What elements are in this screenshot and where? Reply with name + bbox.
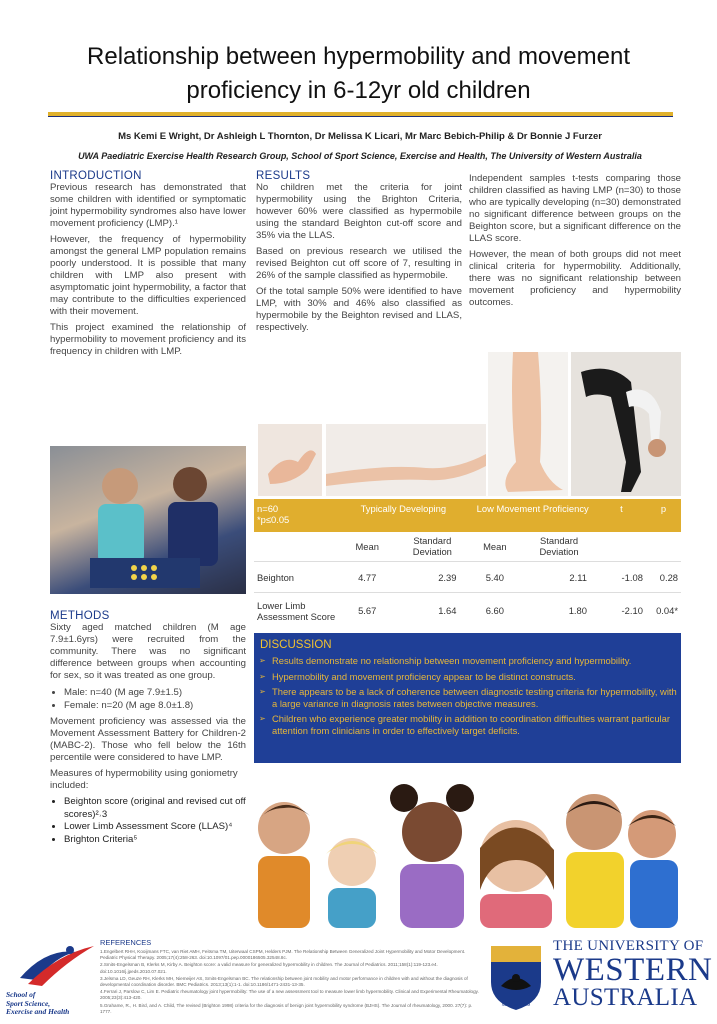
school-logo-text [6,991,102,1017]
forward-bend-photo [571,352,681,496]
cell-p: 0.28 [659,571,678,583]
affiliation: UWA Paediatric Exercise Health Research Group, School of Sport Science, Exercise and Health, The University of Western Australia [78,151,642,161]
table-row [254,562,681,592]
group-low-movement-proficiency: Low Movement Proficiency [476,503,589,514]
methods-paragraph-3: Measures of hypermobility using goniometry included: [50,768,238,791]
reference-item: 5.Grahame, R., H. Bird, and A. Child, The revised (Brighton 1998) criteria for the diagnosis of benign joint hypermobility syndrome (BJHS). The Journal of rheumatology, 2000. 27(7): p. 1777. [100,1002,473,1014]
methods-sex-list [50,686,246,712]
subheader-mean-2: Mean [483,540,507,552]
row-label: Beighton [257,571,295,583]
child-assessment-illustration [50,446,246,594]
uwa-line-3: AUSTRALIA [553,984,698,1011]
cell-mean-1: 5.67 [358,605,377,617]
references-heading: REFERENCES [100,938,152,947]
cell-mean-2: 6.60 [485,605,504,617]
cell-sd-2: 2.11 [569,571,587,583]
methods-section [50,610,246,846]
elbow-illustration [326,424,486,496]
methods-heading: METHODS [50,610,110,622]
reference-item: 2.Smits-Engelsman B, Klerks M, Kirby A. Beighton score: a valid measure for generalized hypermobility in children. The Journal of Pediatrics. 2011;158(1):119-123.e4. doi:10.1016/j.jpeds.2010.07.021. [100,962,438,974]
uwa-line-2: WESTERN [553,952,713,988]
empty-cell [254,532,338,562]
reference-item: 4.Ferrari J, Parslow C, Lim E. Pediatric rheumatology joint hypermobility: The use of a new assessment tool to measure lower limb hypermobility. Clinical and Experimental Rheumatology. 2005;23(3):413-420. [100,989,479,1001]
elbow-hyperextension-photo [326,424,486,496]
list-item: • Lower Limb Assessment Score (LLAS)⁴ [64,821,246,834]
uwa-crest [487,942,545,1012]
results2-paragraph-1: Independent samples t-tests comparing those children classified as having LMP (n=30) to those who are typically developing (n=30) demonstrated no significant difference between groups on the Beighton score, but a significant difference on the LLAS score. [469,173,681,244]
table-row [254,592,681,629]
school-logo [6,940,102,1020]
intro-paragraph-1: Previous research has demonstrated that some children with identified or symptomatic joint hypermobility syndromes also have lower movement proficiency (LMP).¹ [50,182,246,229]
introduction-heading: INTRODUCTION [50,170,142,182]
school-logo-line-2: Sport Science, [6,998,51,1008]
methods-paragraph-2: Movement proficiency was assessed via the Movement Assessment Battery for Children-2 (MABC-2). Those who fell below the 16th percentile were considered to have LMP. [50,716,246,763]
title-line-1: Relationship between hypermobility and movement [87,43,630,70]
reference-item: 3.Jelsma LD, Geuze RH, Klerks MH, Niemeijer AS, Smits-Engelsman BC. The relationship between joint mobility and motor performance in children with and without the diagnosis of developmental coordination disorder. BMC Pediatrics. 2013;13(1):1-1. doi:10.1186/1471-2431-13-35. [100,975,468,988]
list-item: ➢ Children who experience greater mobility in addition to coordination difficulties warrant particular attention from clinicians in order to effectively target deficits. [272,713,681,736]
title-line-2: proficiency in 6-12yr old children [186,77,531,104]
children-illustration [254,770,681,928]
table-sample-cell [254,499,338,532]
cell-t: -2.10 [621,605,643,617]
list-item: ➢ Hypermobility and movement proficiency appear to be distinct constructs. [272,671,681,683]
introduction-section [50,170,246,362]
subheader-mean-1: Mean [355,540,379,552]
cell-mean-1: 4.77 [358,571,377,583]
intro-paragraph-2: However, the frequency of hypermobility amongst the general LMP population remains poorly understood. It is possible that many children with LMP also present with asymptomatic joint hypermobility, a factor that may contribute to the difficulties experienced with their movement. [50,234,246,317]
cell-sd-1: 1.64 [438,605,457,617]
cell-sd-1: 2.39 [438,571,457,583]
cell-mean-2: 5.40 [485,571,504,583]
table-header-row [254,499,681,532]
knee-hyperextension-photo [488,352,568,496]
discussion-heading: DISCUSSION [260,639,332,651]
sample-size-label: n=60 [257,503,279,514]
significance-label: *p≤0.05 [257,514,290,525]
list-item: • Female: n=20 (M age 8.0±1.8) [64,699,246,712]
results-continued-section [469,173,681,313]
discussion-box [254,633,681,763]
school-logo-line-1: School of [6,990,36,999]
authors: Ms Kemi E Wright, Dr Ashleigh L Thornton, Dr Melissa K Licari, Mr Marc Bebich-Philip & Dr Bonnie J Furzer [118,131,602,142]
subheader-sd-2: Standard Deviation [539,535,579,558]
child-assessment-photo [50,446,246,594]
list-item: • Beighton score (original and revised cut off scores)²˒3 [64,796,246,821]
column-header-p: p [660,503,667,514]
results-paragraph-3: Of the total sample 50% were identified to have LMP, with 30% and 46% also classified as hypermobile by the Beighton revised and LLAS, respectively. [256,286,462,333]
thumb-hypermobility-photo [258,424,322,496]
list-item: ➢ Results demonstrate no relationship between movement proficiency and hypermobility. [272,655,681,667]
discussion-list [254,655,681,736]
results2-paragraph-2: However, the mean of both groups did not meet clinical criteria for hypermobility. Additionally, there was no significant relationship between movement proficiency and hypermobility outcomes. [469,249,681,308]
poster-title [20,40,697,108]
results-heading: RESULTS [256,170,311,182]
intro-paragraph-3: This project examined the relationship of hypermobility to movement proficiency and its frequency in children with LMP. [50,322,246,357]
leg-illustration [488,352,568,496]
uwa-wordmark [553,938,713,1011]
group-typically-developing: Typically Developing [360,503,447,514]
thumb-illustration [258,424,322,496]
column-header-t: t [620,503,623,514]
results-paragraph-1: No children met the criteria for joint hypermobility using the Brighton Criteria, however 60% were classified as hypermobile using the standard Beighton cut-off score and 35% via the LLAS. [256,182,462,241]
crest-motto: SEEK WISDOM [501,1002,531,1007]
list-item: ➢ There appears to be a lack of coherence between diagnostic testing criteria for hypermobility, with a large variance in diagnosis rates between objective measures. [272,686,681,709]
table-subheader-row [254,532,681,562]
uwa-line-1: THE UNIVERSITY OF [553,938,704,954]
cell-sd-2: 1.80 [568,605,587,617]
results-table [254,499,681,629]
school-logo-line-3: Exercise and Health [6,1007,70,1016]
results-paragraph-2: Based on previous research we utilised the revised Beighton cut off score of 7, resulting in 26% of the sample classified as hypermobile. [256,246,462,281]
reference-item: 1.Engelbert RHH, Kooijmans FTC, van Riet AMH, Feitsma TM, Uiterwaal CSPM, Helders PJM. The Relationship Between Generalized Joint Hypermobility and Motor Development. Pediatric Physical Therapy. 2005;17(4):258-263. doi:10.1097/01.pep.0000186505.32548.8c. [100,949,466,961]
references-section [100,938,480,1016]
list-item: • Brighton Criteria⁵ [64,834,246,847]
school-logo-swoosh [6,940,102,986]
results-section [256,170,462,338]
subheader-sd-1: Standard Deviation [412,535,452,558]
cell-p: 0.04* [656,605,678,617]
row-label: Lower Limb Assessment Score [257,599,336,622]
empty-cell [646,532,681,562]
title-rule-navy [48,116,673,117]
children-group-photo [254,770,681,928]
list-item: • Male: n=40 (M age 7.9±1.5) [64,686,246,699]
cell-t: -1.08 [621,571,643,583]
measures-list [50,796,246,846]
empty-cell [597,532,646,562]
forward-bend-illustration [571,352,681,496]
methods-paragraph-1: Sixty aged matched children (M age 7.9±1.6yrs) were recruited from the community. There was no significant difference between groups when accounting for sex, so it was treated as one group. [50,622,246,681]
